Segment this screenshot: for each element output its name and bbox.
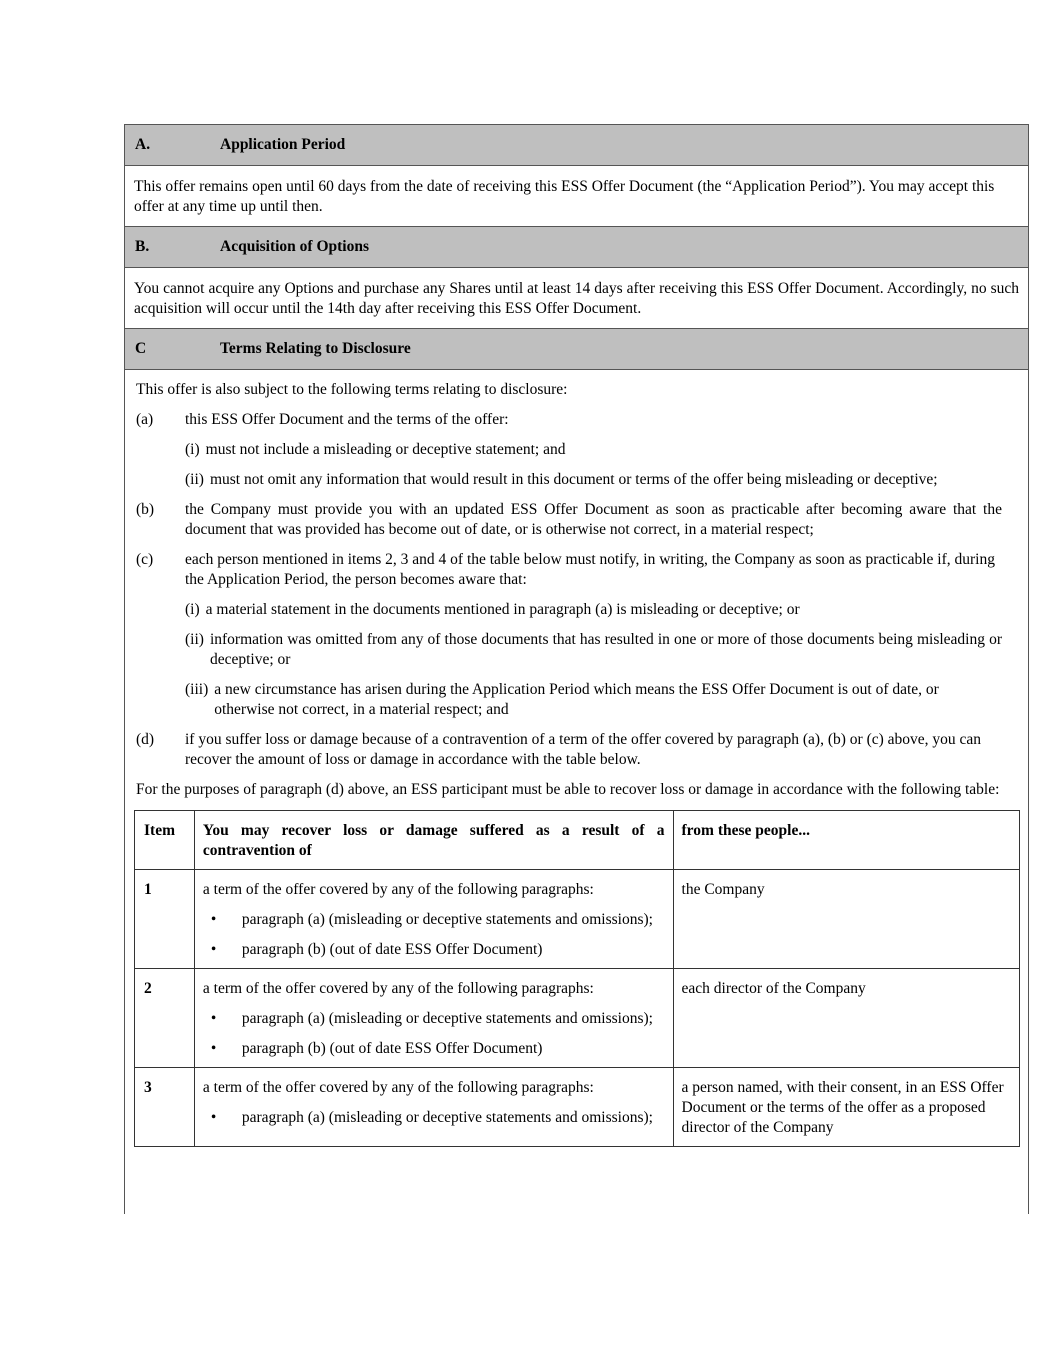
bullet-icon: • [210, 1010, 217, 1027]
clause-c-text: each person mentioned in items 2, 3 and 4 of the table below must notify, in writing, the Company as soon as practicable if, during the Application Period, the person becomes aware that: [185, 551, 995, 588]
row-people: each director of the Company [673, 969, 1019, 1068]
bullet-text: paragraph (a) (misleading or deceptive statements and omissions); [241, 1010, 653, 1027]
table-row [135, 1068, 1020, 1147]
header-contravention: You may recover loss or damage suffered as a result of a contravention of [194, 811, 673, 870]
row-item-number: 3 [135, 1068, 195, 1147]
section-b-text: You cannot acquire any Options and purchase any Shares until at least 14 days after receiving this ESS Offer Document. Accordingly, no such acquisition will occur until the 14th day after receiving this ESS Offer Document. [134, 280, 1019, 317]
row-people: a person named, with their consent, in an ESS Offer Document or the terms of the offer as a proposed director of the Company [673, 1068, 1019, 1147]
row-item-number: 1 [135, 870, 195, 969]
clause-d-text: if you suffer loss or damage because of a contravention of a term of the offer covered by paragraph (a), (b) or (c) above, you can recover the amount of loss or damage in accordance with the table below. [185, 731, 982, 768]
clause-a-text: this ESS Offer Document and the terms of the offer: [185, 411, 509, 428]
clause-a-ii-text: must not omit any information that would result in this document or terms of the offer being misleading or deceptive; [209, 471, 938, 488]
bullet-text: paragraph (a) (misleading or deceptive statements and omissions); [241, 911, 653, 928]
section-c-letter: C [135, 340, 147, 357]
section-c-header [125, 329, 1028, 370]
bullet-icon: • [210, 941, 217, 958]
clause-c-iii [185, 680, 1002, 720]
clause-c-ii-text: information was omitted from any of those documents that has resulted in one or more of those documents being misleading or deceptive; or [209, 631, 1002, 668]
clause-a [136, 410, 1002, 430]
clause-d-label: (d) [136, 731, 155, 748]
section-a-header [125, 125, 1028, 166]
list-item [203, 1108, 665, 1128]
document-frame [124, 124, 1029, 1214]
list-item [203, 910, 665, 930]
section-c-body [125, 370, 1028, 1147]
section-c-title: Terms Relating to Disclosure [220, 340, 411, 357]
clause-a-i [185, 440, 1002, 460]
clause-c-label: (c) [136, 551, 154, 568]
bullet-icon: • [210, 1109, 217, 1126]
clause-c-iii-text: a new circumstance has arisen during the Application Period which means the ESS Offer Document is out of date, or otherwise not correct, in a material respect; and [214, 681, 939, 718]
section-c-intro: This offer is also subject to the following terms relating to disclosure: [136, 381, 568, 398]
clause-c-ii-label: (ii) [185, 631, 204, 648]
section-b-letter: B. [135, 238, 150, 255]
clause-a-ii [185, 470, 1002, 490]
section-b-body [125, 268, 1028, 329]
row-lead: a term of the offer covered by any of the following paragraphs: [202, 980, 594, 997]
bullet-icon: • [210, 911, 217, 928]
bullet-text: paragraph (b) (out of date ESS Offer Document) [241, 941, 543, 958]
clause-a-ii-label: (ii) [185, 471, 204, 488]
row-lead: a term of the offer covered by any of the following paragraphs: [202, 881, 594, 898]
bullet-icon: • [210, 1040, 217, 1057]
section-c-closing: For the purposes of paragraph (d) above, an ESS participant must be able to recover loss or damage in accordance with the following table: [136, 781, 1000, 798]
clause-c-i-text: a material statement in the documents mentioned in paragraph (a) is misleading or deceptive; or [205, 601, 800, 618]
recovery-table [134, 810, 1020, 1147]
header-item: Item [135, 811, 195, 870]
list-item [203, 1009, 665, 1029]
row-people: the Company [673, 870, 1019, 969]
clause-a-i-label: (i) [185, 441, 200, 458]
clause-b [136, 500, 1002, 540]
clause-c-ii [185, 630, 1002, 670]
row-contravention [194, 1068, 673, 1147]
section-a-body [125, 166, 1028, 227]
bullet-text: paragraph (a) (misleading or deceptive statements and omissions); [241, 1109, 653, 1126]
clause-a-i-text: must not include a misleading or deceptive statement; and [205, 441, 566, 458]
table-row [135, 969, 1020, 1068]
clause-a-label: (a) [136, 411, 154, 428]
list-item [203, 940, 665, 960]
row-contravention [194, 870, 673, 969]
clause-c-iii-label: (iii) [185, 681, 209, 698]
row-item-number: 2 [135, 969, 195, 1068]
row-lead: a term of the offer covered by any of the following paragraphs: [202, 1079, 594, 1096]
section-b-header [125, 227, 1028, 268]
clause-c-i-label: (i) [185, 601, 200, 618]
header-people: from these people... [673, 811, 1019, 870]
section-a-letter: A. [135, 136, 151, 153]
table-row [135, 870, 1020, 969]
clause-b-text: the Company must provide you with an updated ESS Offer Document as soon as practicable after becoming aware that the document that was provided has become out of date, or is otherwise not correct, in a material respect; [185, 501, 1002, 538]
clause-c [136, 550, 1002, 590]
clause-d [136, 730, 1002, 770]
clause-c-i [185, 600, 1002, 620]
section-a-title: Application Period [220, 136, 346, 153]
list-item [203, 1039, 665, 1059]
clause-b-label: (b) [136, 501, 155, 518]
bullet-text: paragraph (b) (out of date ESS Offer Document) [241, 1040, 543, 1057]
section-a-text: This offer remains open until 60 days from the date of receiving this ESS Offer Document (the “Application Period”). You may accept this offer at any time up until then. [134, 178, 995, 215]
table-header-row [135, 811, 1020, 870]
row-contravention [194, 969, 673, 1068]
section-b-title: Acquisition of Options [220, 238, 370, 255]
